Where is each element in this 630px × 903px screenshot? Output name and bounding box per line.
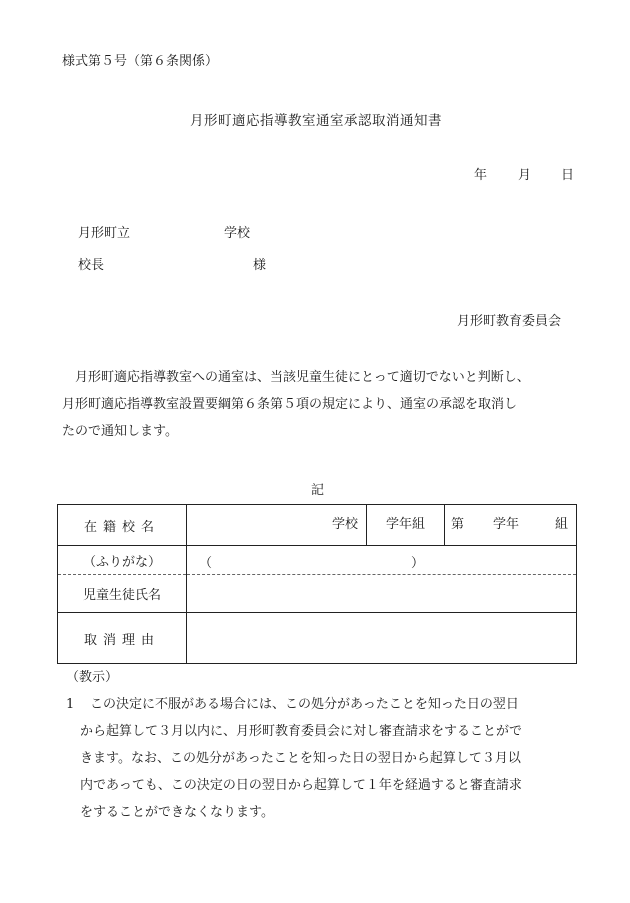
- notice-line: この決定に不服がある場合には、この処分があったことを知った日の翌日: [90, 697, 519, 712]
- grade-class-label-cell: [367, 505, 445, 545]
- body-line: 月形町適応指導教室設置要綱第６条第５項の規定により、通室の承認を取消し: [62, 397, 518, 412]
- class-unit: 組: [554, 517, 568, 532]
- school-name-field[interactable]: [187, 505, 367, 545]
- reason-field[interactable]: [187, 613, 577, 664]
- record-table: [57, 504, 577, 664]
- name-label: 児童生徒氏名: [82, 588, 161, 603]
- notice-line: 内であっても、この決定の日の翌日から起算して１年を経過すると審査請求: [80, 778, 522, 793]
- name-label-cell: [58, 575, 187, 613]
- student-name-field[interactable]: [187, 575, 577, 613]
- notice-line: をすることができなくなります。: [80, 805, 274, 820]
- body-text: [62, 364, 578, 445]
- table-row: [58, 613, 577, 664]
- table-row: [58, 546, 577, 575]
- notice-text: [80, 691, 590, 826]
- grade-unit: 学年: [493, 517, 520, 532]
- date-month: 月: [518, 168, 532, 183]
- furigana-label-cell: [58, 546, 187, 575]
- record-mark: 記: [311, 483, 325, 498]
- document-title: 月形町適応指導教室通室承認取消通知書: [190, 113, 442, 129]
- table-row: [58, 505, 577, 546]
- furigana-close: ）: [411, 556, 425, 571]
- table-row: [58, 575, 577, 613]
- reason-label: 取消理由: [83, 632, 160, 648]
- furigana-label: （ふりがな）: [82, 554, 161, 570]
- reason-label-cell: [58, 613, 187, 664]
- school-prefix: 月形町立: [78, 226, 131, 241]
- principal-label: 校長: [78, 258, 105, 273]
- issuer: 月形町教育委員会: [457, 314, 562, 329]
- notice-line: から起算して３月以内に、月形町教育委員会に対し審査請求をすることがで: [80, 724, 523, 739]
- furigana-field[interactable]: [187, 546, 577, 575]
- school-label-cell: [58, 505, 187, 546]
- notice-heading: （教示）: [66, 670, 119, 685]
- school-label: 在籍校名: [83, 519, 160, 535]
- notice-line: きます。なお、この処分があったことを知った日の翌日から起算して３月以: [80, 751, 521, 766]
- form-number: 様式第５号（第６条関係）: [62, 54, 219, 69]
- body-line: 月形町適応指導教室への通室は、当該児童生徒にとって適切でないと判断し、: [75, 370, 530, 385]
- grade-prefix: 第: [451, 517, 465, 532]
- school-suffix: 学校: [224, 226, 251, 241]
- grade-class-label: 学年組: [385, 517, 425, 532]
- school-value-cell[interactable]: [187, 505, 577, 546]
- school-unit: 学校: [331, 517, 358, 532]
- date-year: 年: [474, 168, 488, 183]
- grade-class-field[interactable]: [445, 505, 576, 545]
- body-line: たので通知します。: [62, 424, 178, 439]
- notice-item-number: 1: [66, 697, 75, 712]
- furigana-open: （: [199, 556, 213, 571]
- date-day: 日: [561, 168, 575, 183]
- honorific: 様: [253, 258, 267, 273]
